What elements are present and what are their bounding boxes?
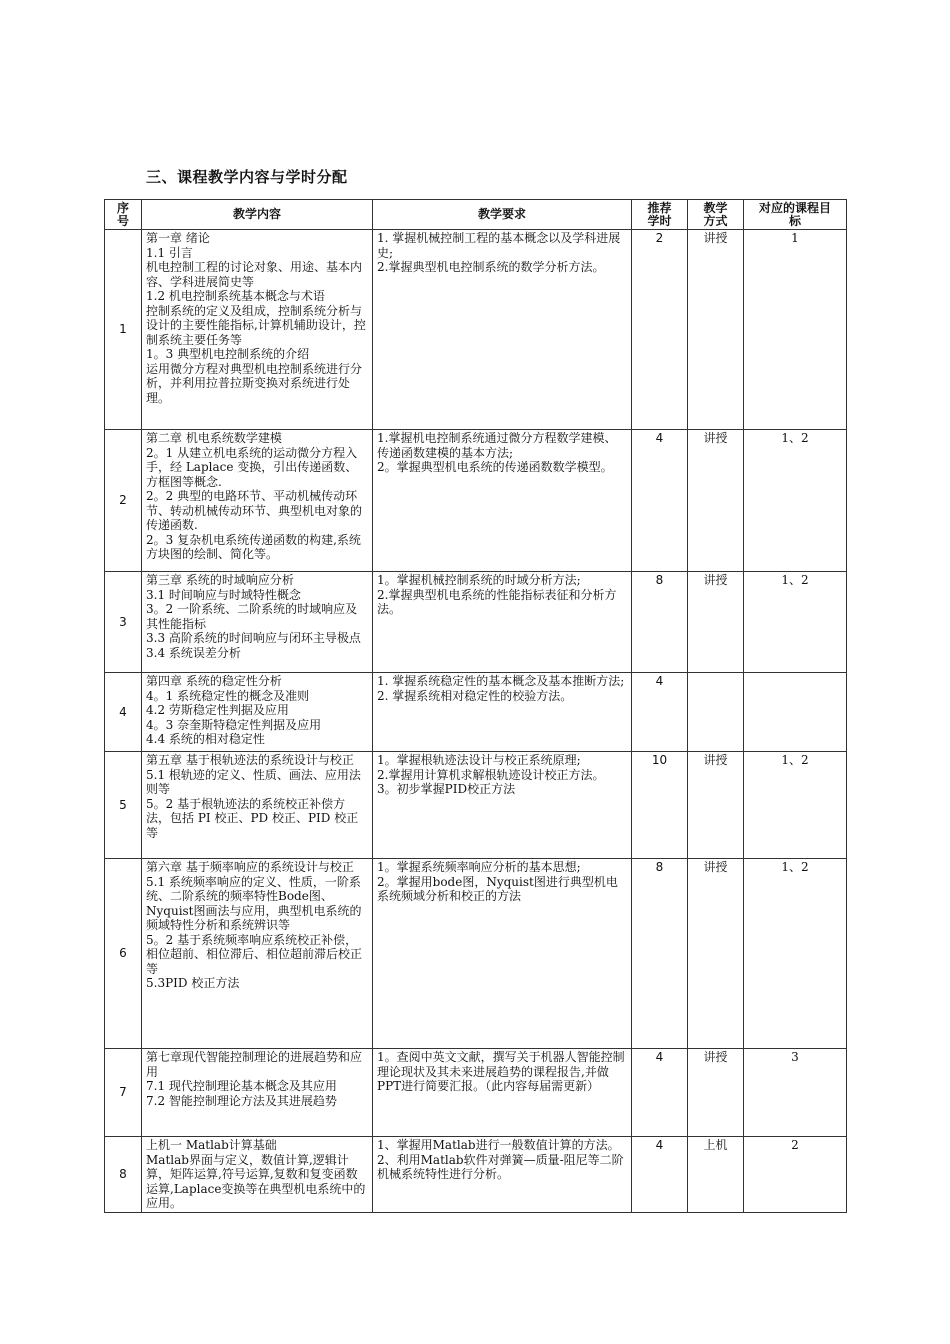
requirement-line: 2.掌握典型机电控制系统的数学分析方法。 (377, 260, 605, 274)
table-row (105, 572, 847, 673)
row-number: 8 (105, 1137, 142, 1213)
requirement-line: 1。掌握根轨迹法设计与校正系统原理; (377, 753, 581, 767)
row-method: 讲授 (688, 430, 744, 572)
row-hours: 4 (632, 430, 688, 572)
content-line: 3.1 时间响应与时域特性概念 (146, 587, 301, 602)
content-line: 1。3 典型机电控制系统的介绍 (146, 347, 310, 361)
content-line: 4。1 系统稳定性的概念及准则 (146, 688, 310, 703)
row-hours: 4 (632, 673, 688, 752)
row-requirement (373, 859, 632, 1049)
row-number: 2 (105, 430, 142, 572)
row-content (142, 1049, 373, 1137)
row-requirement (373, 230, 632, 430)
row-method: 讲授 (688, 572, 744, 673)
row-content (142, 1137, 373, 1213)
row-requirement (373, 673, 632, 752)
header-hours: 推荐学时 (632, 200, 688, 230)
row-target: 1、2 (744, 859, 847, 1049)
row-method (688, 673, 744, 752)
content-line: 控制系统的定义及组成，控制系统分析与设计的主要性能指标,计算机辅助设计，控制系统主要任务等 (146, 303, 366, 347)
content-line: Matlab界面与定义，数值计算,逻辑计算，矩阵运算,符号运算,复数和复变函数运算,Laplace变换等在典型机电系统中的应用。 (146, 1152, 366, 1210)
content-line: 第二章 机电系统数学建模 (146, 431, 282, 445)
row-hours: 10 (632, 752, 688, 859)
curriculum-table (104, 199, 847, 1213)
row-target: 1 (744, 230, 847, 430)
row-requirement (373, 572, 632, 673)
requirement-line: 3。初步掌握PID校正方法 (377, 782, 516, 796)
row-requirement (373, 752, 632, 859)
row-method: 上机 (688, 1137, 744, 1213)
requirement-line: 1、掌握用Matlab进行一般数值计算的方法。 (377, 1138, 620, 1152)
table-row (105, 430, 847, 572)
requirement-line: 1. 掌握机械控制工程的基本概念以及学科进展史; (377, 231, 621, 260)
content-line: 3.3 高阶系统的时间响应与闭环主导极点 (146, 631, 361, 645)
row-method: 讲授 (688, 752, 744, 859)
row-method: 讲授 (688, 1049, 744, 1137)
content-line: 2。3 复杂机电系统传递函数的构建,系统方块图的绘制、简化等。 (146, 532, 361, 561)
content-line: 上机一 Matlab计算基础 (146, 1138, 277, 1152)
table-row (105, 752, 847, 859)
row-hours: 4 (632, 1137, 688, 1213)
row-requirement (373, 430, 632, 572)
requirement-line: 1。掌握机械控制系统的时域分析方法; (377, 573, 581, 587)
row-target: 1、2 (744, 430, 847, 572)
row-method: 讲授 (688, 230, 744, 430)
requirement-line: 1.掌握机电控制系统通过微分方程数学建模、传递函数建模的基本方法; (377, 431, 617, 460)
content-line: 第六章 基于频率响应的系统设计与校正 (146, 860, 354, 874)
row-method: 讲授 (688, 859, 744, 1049)
row-target: 3 (744, 1049, 847, 1137)
row-number: 3 (105, 572, 142, 673)
header-target: 对应的课程目标 (744, 200, 847, 230)
content-line: 4.4 系统的相对稳定性 (146, 732, 265, 746)
row-hours: 2 (632, 230, 688, 430)
section-title: 三、课程教学内容与学时分配 (146, 168, 348, 186)
requirement-line: 2。掌握典型机电系统的传递函数数学模型。 (377, 460, 613, 474)
row-content (142, 859, 373, 1049)
row-content (142, 230, 373, 430)
requirement-line: 2. 掌握系统相对稳定性的校验方法。 (377, 688, 573, 703)
row-hours: 8 (632, 572, 688, 673)
content-line: 4。3 奈奎斯特稳定性判据及应用 (146, 717, 322, 732)
content-line: 5.3PID 校正方法 (146, 976, 240, 990)
requirement-line: 2。掌握用bode图，Nyquist图进行典型机电系统频域分析和校正的方法 (377, 874, 618, 903)
content-line: 1.2 机电控制系统基本概念与术语 (146, 289, 325, 303)
row-hours: 8 (632, 859, 688, 1049)
content-line: 5。2 基于根轨迹法的系统校正补偿方法，包括 PI 校正、PD 校正、PID 校正等 (146, 796, 359, 840)
table-row (105, 673, 847, 752)
table-row (105, 859, 847, 1049)
row-requirement (373, 1137, 632, 1213)
row-hours: 4 (632, 1049, 688, 1137)
content-line: 7.1 现代控制理论基本概念及其应用 (146, 1079, 337, 1093)
content-line: 第一章 绪论 (146, 231, 210, 245)
requirement-line: 2.掌握典型机电系统的性能指标表征和分析方法。 (377, 587, 617, 616)
row-target: 1、2 (744, 752, 847, 859)
content-line: 3.4 系统误差分析 (146, 645, 241, 660)
row-content (142, 673, 373, 752)
requirement-line: 1。查阅中英文文献，撰写关于机器人智能控制理论现状及其未来进展趋势的课程报告,并做PPT进行简要汇报。（此内容每届需更新） (377, 1050, 625, 1093)
content-line: 3。2 一阶系统、二阶系统的时域响应及其性能指标 (146, 602, 358, 631)
row-number: 1 (105, 230, 142, 430)
row-content (142, 430, 373, 572)
content-line: 第七章现代智能控制理论的进展趋势和应用 (146, 1050, 363, 1079)
requirement-line: 1. 掌握系统稳定性的基本概念及基本推断方法; (377, 674, 625, 688)
content-line: 第四章 系统的稳定性分析 (146, 674, 282, 688)
content-line: 5.1 根轨迹的定义、性质、画法、应用法则等 (146, 767, 361, 796)
header-requirement: 教学要求 (373, 200, 632, 230)
row-number: 4 (105, 673, 142, 752)
table-header-row (105, 200, 847, 230)
table-row (105, 1137, 847, 1213)
row-number: 6 (105, 859, 142, 1049)
row-number: 7 (105, 1049, 142, 1137)
content-line: 5。2 基于系统频率响应系统校正补偿，相位超前、相位滞后、相位超前滞后校正等 (146, 932, 363, 976)
content-line: 7.2 智能控制理论方法及其进展趋势 (146, 1093, 337, 1108)
row-number: 5 (105, 752, 142, 859)
content-line: 5.1 系统频率响应的定义、性质，一阶系统、二阶系统的频率特性Bode图、Nyquist图画法与应用，典型机电系统的频域特性分析和系统辨识等 (146, 874, 362, 932)
row-target (744, 673, 847, 752)
content-line: 1.1 引言 (146, 245, 193, 260)
content-line: 2。1 从建立机电系统的运动微分方程入手，经 Laplace 变换，引出传递函数、方框图等概念. (146, 445, 358, 489)
requirement-line: 2.掌握用计算机求解根轨迹设计校正方法。 (377, 767, 605, 782)
row-requirement (373, 1049, 632, 1137)
content-line: 4.2 劳斯稳定性判据及应用 (146, 703, 289, 717)
content-line: 机电控制工程的讨论对象、用途、基本内容、学科进展简史等 (146, 260, 363, 289)
header-no: 序号 (105, 200, 142, 230)
requirement-line: 1。掌握系统频率响应分析的基本思想; (377, 860, 581, 874)
row-target: 1、2 (744, 572, 847, 673)
row-target: 2 (744, 1137, 847, 1213)
requirement-line: 2、利用Matlab软件对弹簧—质量-阻尼等二阶机械系统特性进行分析。 (377, 1152, 624, 1181)
row-content (142, 572, 373, 673)
table-row (105, 230, 847, 430)
header-method: 教学方式 (688, 200, 744, 230)
content-line: 第三章 系统的时域响应分析 (146, 573, 294, 587)
header-content: 教学内容 (142, 200, 373, 230)
content-line: 2。2 典型的电路环节、平动机械传动环节、转动机械传动环节、典型机电对象的传递函数. (146, 489, 363, 532)
table-row (105, 1049, 847, 1137)
row-content (142, 752, 373, 859)
content-line: 第五章 基于根轨迹法的系统设计与校正 (146, 753, 354, 767)
content-line: 运用微分方程对典型机电控制系统进行分析，并利用拉普拉斯变换对系统进行处理。 (146, 361, 363, 405)
